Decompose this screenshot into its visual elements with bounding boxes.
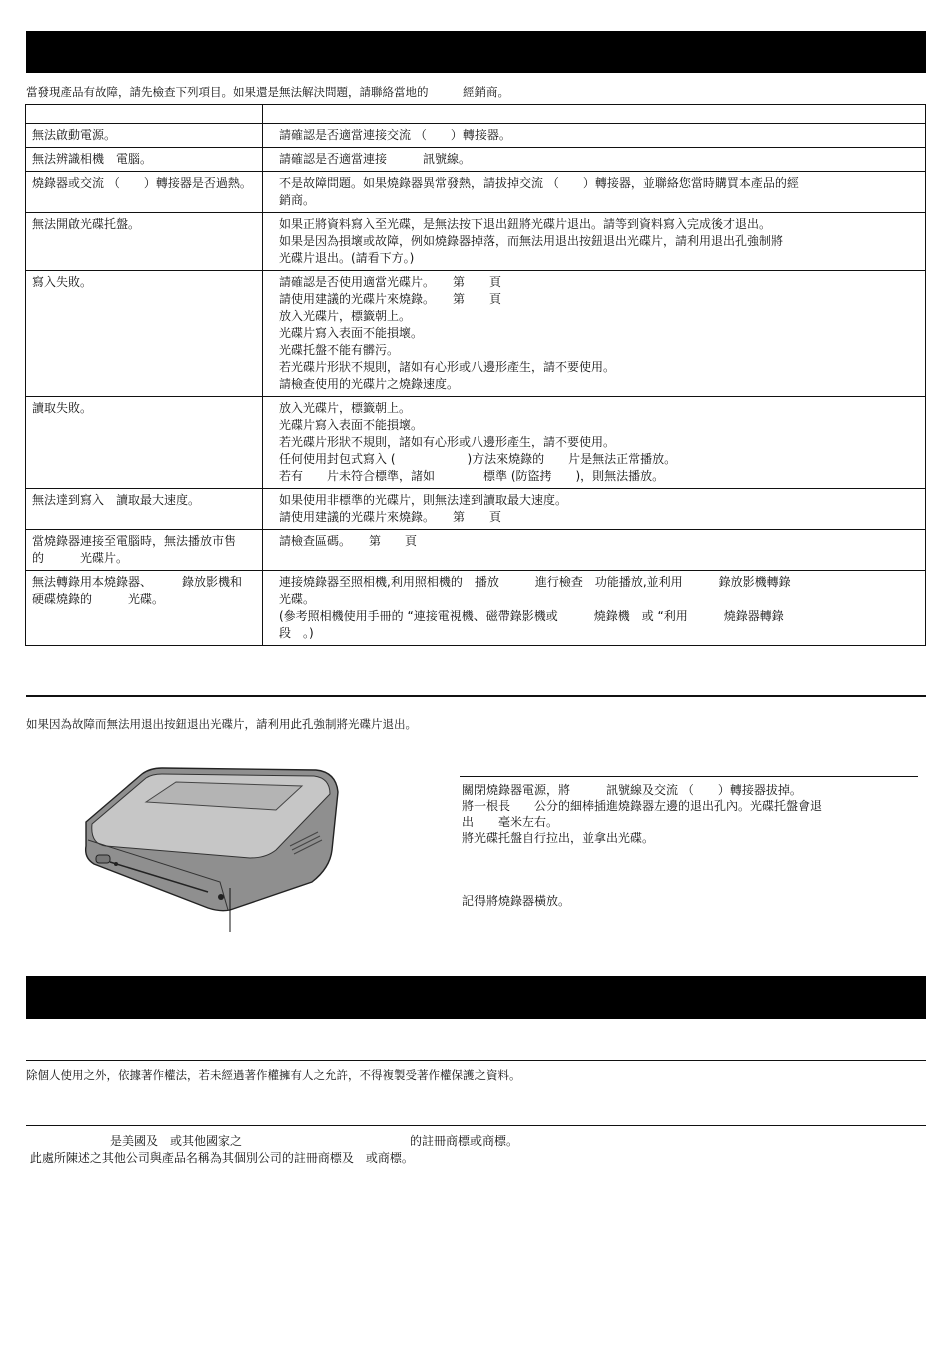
problem-cell: 無法啟動電源。: [26, 124, 263, 148]
solution-cell: 如果正將資料寫入至光碟，是無法按下退出鈕將光碟片退出。請等到資料寫入完成後才退出。 如果是因為損壞或故障，例如燒錄器掉落，而無法用退出按鈕退出光碟片，請利用退出孔強制將 光碟片退出。(請看下方。): [263, 213, 926, 271]
solution-cell: 請確認是否適當連接交流 （ ）轉接器。: [263, 124, 926, 148]
section-title-bar-troubleshooting: [26, 31, 926, 73]
step-2: 將一根長 公分的細棒插進燒錄器左邊的退出孔內。光碟托盤會退: [462, 799, 823, 813]
trademark-text: 是美國及 或其他國家之 的註冊商標或商標。 此處所陳述之其他公司與產品名稱為其個別公司的註冊商標及 或商標。: [26, 1134, 519, 1165]
solution-cell: 請檢查區碼。 第 頁: [263, 530, 926, 571]
burner-illustration: [80, 760, 350, 935]
step-3: 將光碟托盤自行拉出，並拿出光碟。: [462, 831, 655, 845]
problem-cell: 讀取失敗。: [26, 397, 263, 489]
problem-cell: 無法開啟光碟托盤。: [26, 213, 263, 271]
problem-cell: 無法辨識相機 電腦。: [26, 148, 263, 172]
table-header-row: [26, 105, 926, 124]
copyright-text: 除個人使用之外，依據著作權法，若未經過著作權擁有人之允許，不得複製受著作權保護之資料。: [26, 1068, 521, 1082]
solution-cell: 連接燒錄器至照相機,利用照相機的 播放 進行檢查 功能播放,並利用 錄放影機轉錄 光碟。 (參考照相機使用手冊的 “連接電視機、磁帶錄影機或 燒錄機 或 “利用 燒錄器轉錄 段 。): [263, 571, 926, 646]
table-row: [26, 124, 926, 148]
problem-cell: 無法轉錄用本燒錄器、 錄放影機和 硬碟燒錄的 光碟。: [26, 571, 263, 646]
table-row: [26, 213, 926, 271]
solution-cell: 如果使用非標準的光碟片，則無法達到讀取最大速度。 請使用建議的光碟片來燒錄。 第 頁: [263, 489, 926, 530]
table-row: [26, 571, 926, 646]
solution-cell: 請確認是否使用適當光碟片。 第 頁 請使用建議的光碟片來燒錄。 第 頁 放入光碟片，標籤朝上。 光碟片寫入表面不能損壞。 光碟托盤不能有髒污。 若光碟片形狀不規則，諸如有心形或八邊形產生，請不要使用。 請檢查使用的光碟片之燒錄速度。: [263, 271, 926, 397]
table-row: [26, 489, 926, 530]
solution-cell: 放入光碟片，標籤朝上。 光碟片寫入表面不能損壞。 若光碟片形狀不規則，諸如有心形或八邊形產生，請不要使用。 任何使用封包式寫入 ( )方法來燒錄的 片是無法正常播放。 若有 片未符合標準，諸如 標準 (防盜拷 )，則無法播放。: [263, 397, 926, 489]
copyright-rule: [26, 1060, 926, 1061]
problem-cell: 當燒錄器連接至電腦時，無法播放市售 的 光碟片。: [26, 530, 263, 571]
eject-steps: [462, 782, 922, 846]
trademark-rule: [26, 1125, 926, 1126]
problem-cell: 無法達到寫入 讀取最大速度。: [26, 489, 263, 530]
table-row: [26, 271, 926, 397]
troubleshooting-table: [25, 104, 926, 646]
table-row: [26, 530, 926, 571]
solution-cell: 請確認是否適當連接 訊號線。: [263, 148, 926, 172]
troubleshooting-intro: 當發現產品有故障，請先檢查下列項目。如果還是無法解決問題，請聯絡當地的 經銷商。: [26, 85, 509, 99]
step-2-cont: 出 毫米左右。: [462, 815, 559, 829]
eject-hole-icon: [218, 894, 224, 900]
table-row: [26, 148, 926, 172]
table-row: [26, 172, 926, 213]
step-1: 關閉燒錄器電源，將 訊號線及交流 （ ）轉接器拔掉。: [462, 783, 802, 797]
section-divider-eject: [26, 695, 926, 697]
table-row: [26, 397, 926, 489]
problem-cell: 燒錄器或交流 （ ）轉接器是否過熱。: [26, 172, 263, 213]
eject-button-icon: [96, 855, 110, 863]
eject-note: 記得將燒錄器橫放。: [462, 894, 571, 908]
solution-cell: 不是故障問題。如果燒錄器異常發熱，請拔掉交流 （ ）轉接器，並聯絡您當時購買本產品的經 銷商。: [263, 172, 926, 213]
steps-rule: [460, 776, 918, 777]
problem-cell: 寫入失敗。: [26, 271, 263, 397]
section-title-bar-copyright: [26, 976, 926, 1019]
eject-intro: 如果因為故障而無法用退出按鈕退出光碟片，請利用此孔強制將光碟片退出。: [26, 717, 417, 731]
